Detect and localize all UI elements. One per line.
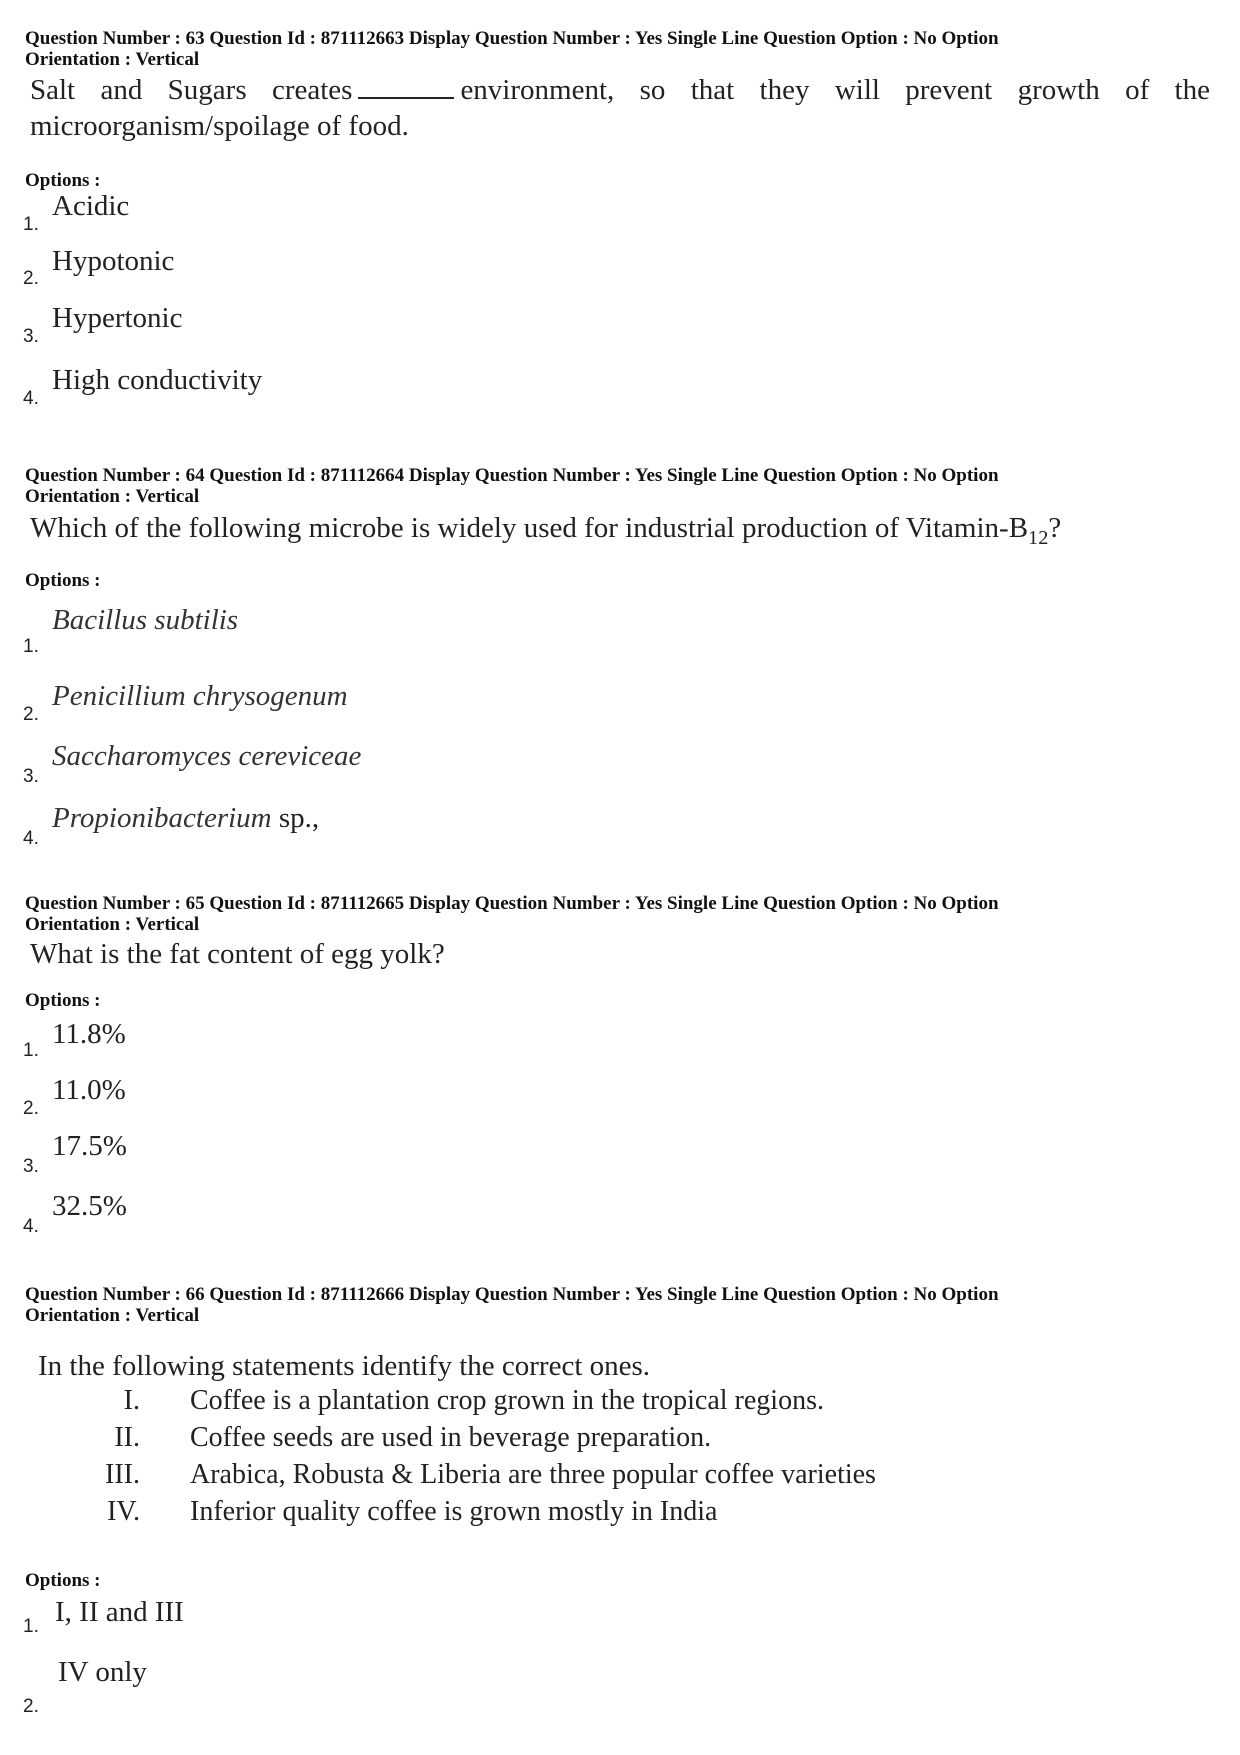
option-text[interactable]: Hypotonic xyxy=(52,245,175,277)
option-number[interactable]: 1. xyxy=(23,214,39,235)
statement-text: Coffee is a plantation crop grown in the tropical regions. xyxy=(190,1385,824,1416)
option-text-italic: Propionibacterium xyxy=(52,802,272,834)
statement-number: I. xyxy=(123,1385,140,1416)
option-number[interactable]: 2. xyxy=(23,268,39,289)
option-number[interactable]: 4. xyxy=(23,1216,39,1237)
options-label: Options : xyxy=(25,170,101,191)
option-text[interactable] xyxy=(52,802,319,835)
question-text-part: environment, so that they will prevent growth of the microorganism/spoilage of food. xyxy=(30,74,1210,142)
options-label: Options : xyxy=(25,570,101,591)
fill-in-blank xyxy=(358,75,454,99)
option-number[interactable]: 2. xyxy=(23,1098,39,1119)
question-64-text xyxy=(30,510,1210,556)
option-number[interactable]: 4. xyxy=(23,388,39,409)
question-64-meta xyxy=(25,465,1185,507)
question-meta-line: Orientation : Vertical xyxy=(25,486,200,507)
question-65-meta xyxy=(25,893,1185,935)
option-text-suffix: sp., xyxy=(271,802,320,834)
option-number[interactable]: 4. xyxy=(23,828,39,849)
subscript: 12 xyxy=(1028,526,1049,549)
question-text-part: Salt and Sugars creates xyxy=(30,74,353,106)
statement-number: III. xyxy=(105,1459,140,1490)
question-meta-line: Orientation : Vertical xyxy=(25,49,200,70)
option-text[interactable]: High conductivity xyxy=(52,364,263,396)
question-text-part: ? xyxy=(1048,512,1062,544)
question-meta-line: Orientation : Vertical xyxy=(25,914,200,935)
option-text[interactable]: Bacillus subtilis xyxy=(52,604,239,636)
question-63-meta xyxy=(25,28,1185,70)
option-number[interactable]: 2. xyxy=(23,704,39,725)
question-66-text: In the following statements identify the correct ones. xyxy=(38,1350,651,1382)
question-66-meta xyxy=(25,1284,1185,1326)
option-number[interactable]: 1. xyxy=(23,636,39,657)
question-text-part: Which of the following microbe is widely used for industrial production of Vitamin-B xyxy=(30,512,1029,544)
question-meta-line: Question Number : 63 Question Id : 871112663 Display Question Number : Yes Single Line Question Option : No Option xyxy=(25,28,999,49)
question-meta-line: Question Number : 66 Question Id : 871112666 Display Question Number : Yes Single Line Question Option : No Option xyxy=(25,1284,999,1305)
option-text[interactable]: Hypertonic xyxy=(52,302,183,334)
statement-number: II. xyxy=(114,1422,140,1453)
options-label: Options : xyxy=(25,1570,101,1591)
question-63-text xyxy=(30,72,1210,144)
option-text[interactable]: 11.8% xyxy=(52,1018,126,1050)
option-text[interactable]: Acidic xyxy=(52,190,130,222)
question-65-text: What is the fat content of egg yolk? xyxy=(30,938,445,970)
option-number[interactable]: 3. xyxy=(23,1156,39,1177)
option-text[interactable]: I, II and III xyxy=(55,1596,184,1628)
option-text[interactable]: Saccharomyces cereviceae xyxy=(52,740,362,772)
statement-text: Inferior quality coffee is grown mostly in India xyxy=(190,1496,718,1527)
question-meta-line: Question Number : 64 Question Id : 871112664 Display Question Number : Yes Single Line Question Option : No Option xyxy=(25,465,999,486)
question-meta-line: Orientation : Vertical xyxy=(25,1305,200,1326)
option-number[interactable]: 1. xyxy=(23,1040,39,1061)
statement-text: Coffee seeds are used in beverage preparation. xyxy=(190,1422,712,1453)
options-label: Options : xyxy=(25,990,101,1011)
option-text[interactable]: 11.0% xyxy=(52,1074,126,1106)
option-text[interactable]: IV only xyxy=(58,1656,147,1688)
option-number[interactable]: 1. xyxy=(23,1616,39,1637)
option-number[interactable]: 3. xyxy=(23,766,39,787)
question-meta-line: Question Number : 65 Question Id : 871112665 Display Question Number : Yes Single Line Question Option : No Option xyxy=(25,893,999,914)
option-text[interactable]: 17.5% xyxy=(52,1130,127,1162)
option-number[interactable]: 2. xyxy=(23,1696,39,1717)
option-text[interactable]: 32.5% xyxy=(52,1190,127,1222)
statement-number: IV. xyxy=(107,1496,140,1527)
option-text[interactable]: Penicillium chrysogenum xyxy=(52,680,348,712)
statement-text: Arabica, Robusta & Liberia are three popular coffee varieties xyxy=(190,1459,876,1490)
option-number[interactable]: 3. xyxy=(23,326,39,347)
